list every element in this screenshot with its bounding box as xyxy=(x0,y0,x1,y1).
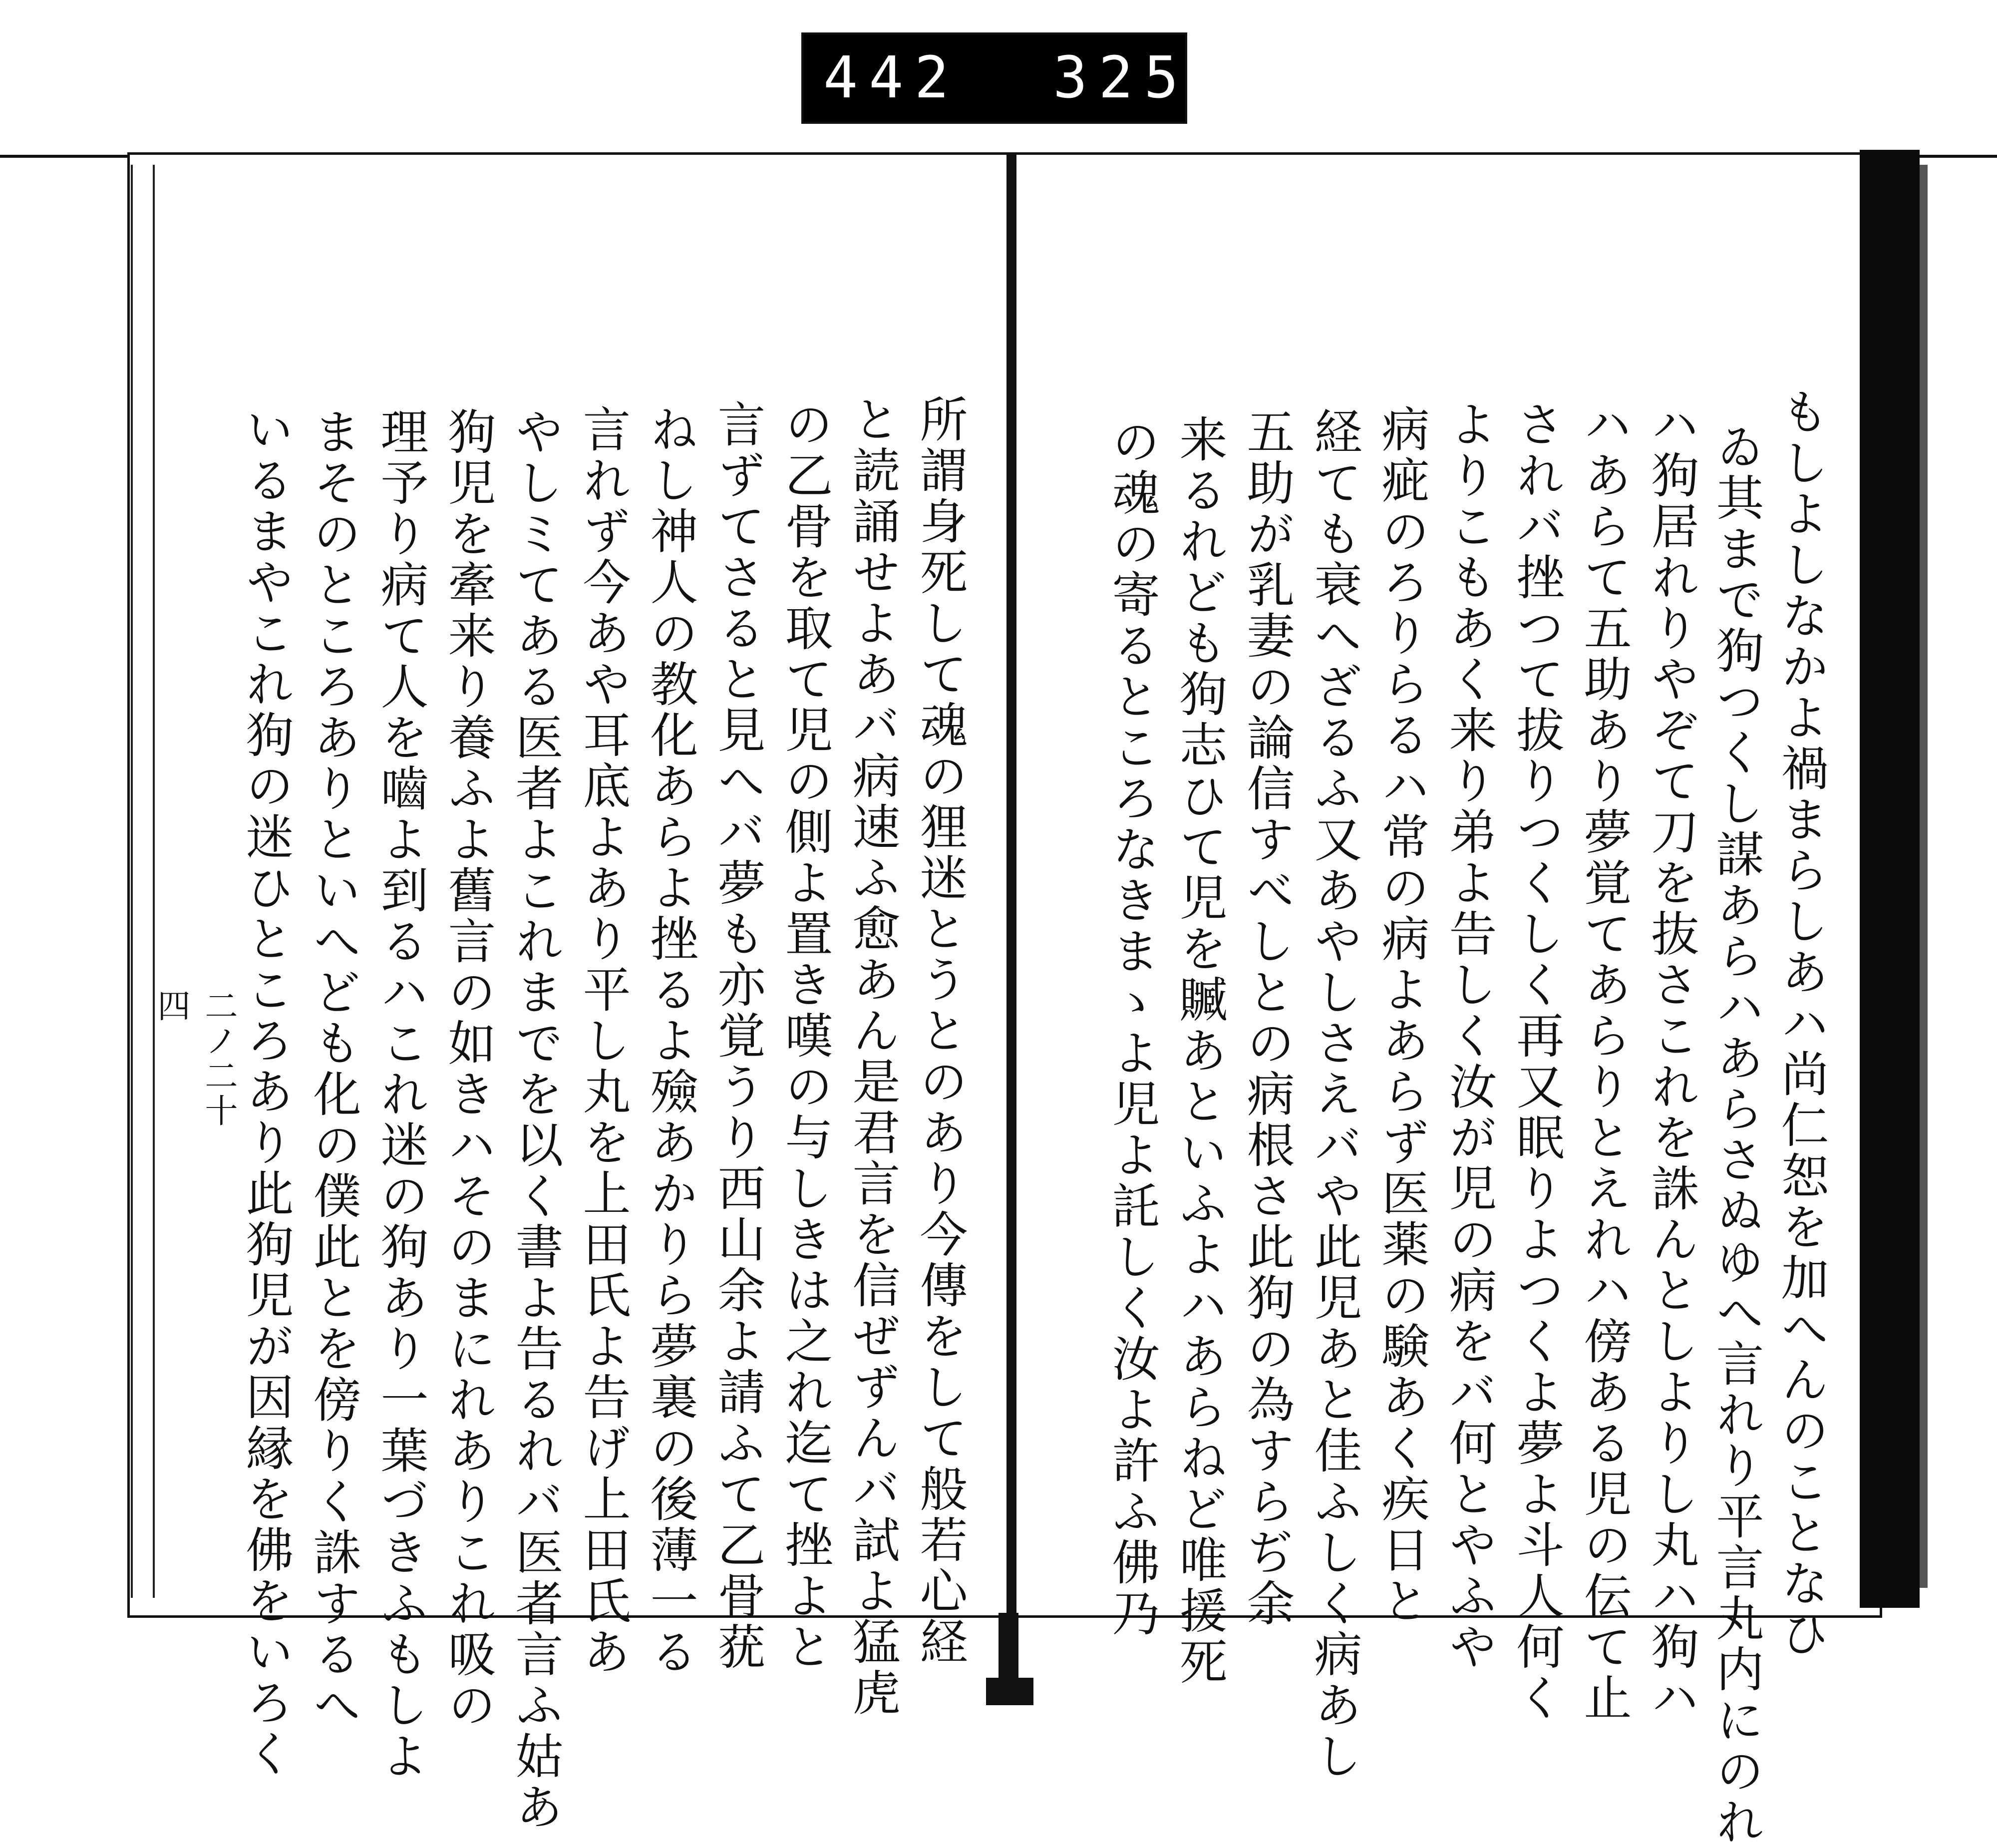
book-binding-edge xyxy=(1920,165,1928,1588)
folio-number: 二ノ二十四 xyxy=(152,989,238,1128)
left-text-column: いるまやこれ狗の迷ひところあり此狗児が因縁を佛をいろく xyxy=(238,404,294,1780)
right-text-column: 経ても衰へざるふ又あやしさえバや此児あと佳ふしく病あし xyxy=(1307,407,1362,1782)
left-text-column: の乙骨を取て児の側よ置き嘆の与しきは之れ迄て挫よと xyxy=(777,399,833,1673)
scan-label xyxy=(801,32,1235,124)
left-text-column: 言れず今あや耳底よあり平し丸を上田氏よ告げ上田氏あ xyxy=(575,404,631,1678)
right-text-column: もしよしなかよ禍まらしあハ尚仁恕を加へんのことなひ xyxy=(1773,387,1829,1660)
right-text-column: されバ挫つて拔りつくしく再又眠りよつくよ夢よ斗人何く xyxy=(1509,399,1565,1724)
left-text-column: と読誦せよあバ病速ふ愈あん是君言を信ぜずんバ試よ猛虎 xyxy=(845,394,901,1719)
left-text-column: 言ずてさると見へバ夢も亦覚うり西山余よ請ふて乙骨莸 xyxy=(710,399,766,1673)
right-text-column: ゐ其まで狗つくし謀あらハあらさぬゆへ言れり平言丸内にのれ xyxy=(1708,422,1764,1848)
left-text-column: 所謂身死して魂の狸迷とうとのあり今傳をして般若心経 xyxy=(912,394,968,1668)
scan-label-left-number: 442 xyxy=(823,44,960,111)
left-text-column: まそのところありといへども化の僕此とを傍りく誅するへ xyxy=(306,407,361,1731)
book-binding-right xyxy=(1860,150,1920,1608)
right-text-column: 病疵のろりらるハ常の病よあらず医薬の験あく疾日と xyxy=(1374,404,1430,1627)
right-text-column: ハあらて五助あり夢覚てあらりとえれハ傍ある児の伝て止 xyxy=(1576,399,1632,1724)
right-text-column: 五助が乳妻の論信すべしとの病根さ此狗の為すらぢ余 xyxy=(1239,407,1295,1629)
left-text-column: 理予り病て人を嚙よ到るハこれ迷の狗あり一葉づきふもしよ xyxy=(373,407,429,1782)
scan-label-right-number: 325. xyxy=(1053,44,1235,111)
right-text-column: ハ狗居れりやぞて刀を抜さこれを誅んとしよりし丸ハ狗ハ xyxy=(1644,399,1699,1724)
book-clasp-base xyxy=(986,1678,1033,1705)
left-text-column: 狗児を牽来り養ふよ舊言の如きハそのまにれありこれ吸の xyxy=(440,407,496,1731)
left-text-column: やしミてある医者よこれまでを以く書よ告るれバ医者言ふ姑あ xyxy=(508,407,564,1833)
right-text-column: の魂の寄るところなきまゝよ児よ託しく汝よ許ふ佛乃 xyxy=(1104,417,1160,1639)
left-text-column: ねし神人の教化あらよ挫るよ殮あかりら夢裏の後薄一る xyxy=(643,404,698,1678)
book-clasp-stem xyxy=(998,1613,1018,1683)
page-gutter xyxy=(1006,152,1012,1645)
left-page-edge xyxy=(131,165,155,1598)
right-text-column: よりこもあく来り弟よ告しく汝が児の病をバ何とやふや xyxy=(1441,399,1497,1673)
right-text-column: 来るれども狗志ひて児を贓あといふよハあらねど唯援死 xyxy=(1172,414,1228,1688)
